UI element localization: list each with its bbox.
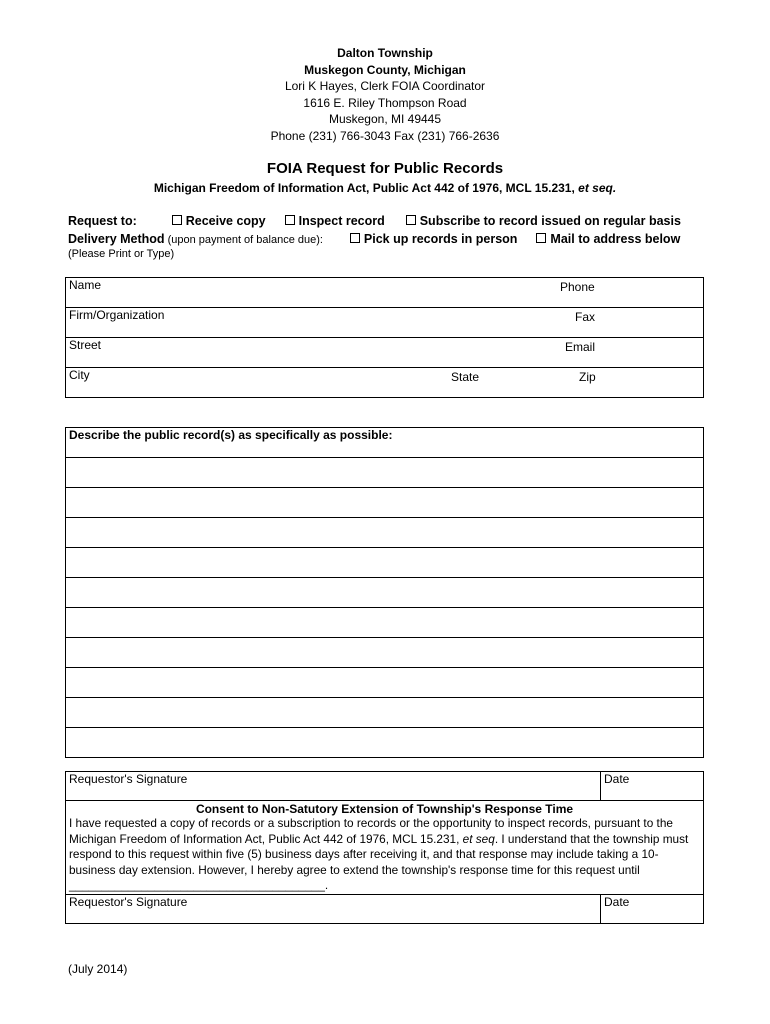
print-note: (Please Print or Type): [68, 248, 175, 260]
contact-table: [65, 277, 704, 398]
describe-line[interactable]: [66, 578, 704, 608]
subscribe-label: Subscribe to record issued on regular basis: [419, 214, 681, 228]
township-name: Dalton Township: [337, 46, 433, 60]
pickup-label: Pick up records in person: [363, 232, 518, 246]
phone-fax: Phone (231) 766-3043 Fax (231) 766-2636: [270, 128, 500, 143]
consent-body: [69, 816, 700, 894]
inspect-record-option[interactable]: [285, 214, 385, 228]
pickup-option[interactable]: [350, 232, 518, 246]
street-field[interactable]: [66, 338, 704, 368]
zip-label: Zip: [579, 370, 596, 384]
describe-label: Describe the public record(s) as specifically as possible:: [69, 428, 393, 442]
consent-text-1: I have requested a copy of records or a subscription to records or the opportunity to inspect records, pursuant to the Michigan Freedom of Information Act, Public Act 442 of 1976, MCL 15.231,: [69, 816, 673, 846]
describe-line[interactable]: [66, 668, 704, 698]
signature-field[interactable]: [66, 772, 601, 801]
street-address: 1616 E. Riley Thompson Road: [303, 95, 467, 110]
mail-label: Mail to address below: [550, 232, 681, 246]
receive-copy-option[interactable]: [172, 214, 266, 228]
firm-field[interactable]: [66, 308, 704, 338]
clerk-line: Lori K Hayes, Clerk FOIA Coordinator: [284, 79, 486, 93]
state-label: State: [451, 370, 480, 384]
describe-line[interactable]: [66, 638, 704, 668]
date-field[interactable]: [601, 772, 704, 801]
checkbox-icon[interactable]: [285, 215, 295, 225]
checkbox-icon[interactable]: [536, 233, 546, 243]
subscribe-option[interactable]: [406, 214, 681, 228]
describe-line[interactable]: [66, 518, 704, 548]
request-row: [68, 214, 681, 228]
consent-text-2: . I understand that the township must respond to this request within five (5) business days after receiving it, and that response may include taking a 10-business day extension. However, I hereby agree to extend the township's response time for this request until: [69, 831, 689, 877]
name-field[interactable]: [66, 278, 704, 308]
request-label: Request to:: [68, 214, 137, 228]
city-field[interactable]: [66, 368, 704, 398]
receive-copy-label: Receive copy: [185, 214, 266, 228]
subtitle-italic: et seq.: [578, 181, 617, 195]
describe-header: [66, 428, 704, 458]
city-address: Muskegon, MI 49445: [328, 112, 442, 126]
revision-date: (July 2014): [68, 962, 128, 976]
checkbox-icon[interactable]: [172, 215, 182, 225]
email-label: Email: [565, 340, 596, 354]
date-field-2[interactable]: [601, 894, 704, 923]
checkbox-icon[interactable]: [350, 233, 360, 243]
describe-line[interactable]: [66, 458, 704, 488]
firm-label: Firm/Organization: [69, 308, 165, 322]
signature-label: Requestor's Signature: [69, 772, 188, 786]
checkbox-icon[interactable]: [406, 215, 416, 225]
describe-line[interactable]: [66, 488, 704, 518]
inspect-record-label: Inspect record: [298, 214, 385, 228]
signature-table: [65, 771, 704, 924]
describe-line[interactable]: [66, 698, 704, 728]
signature-field-2[interactable]: [66, 894, 601, 923]
describe-table: [65, 427, 704, 758]
consent-italic: et seq: [462, 831, 495, 846]
letterhead: [0, 45, 770, 144]
subtitle-text: Michigan Freedom of Information Act, Public Act 442 of 1976, MCL 15.231,: [153, 181, 575, 195]
describe-line[interactable]: [66, 608, 704, 638]
county-name: Muskegon County, Michigan: [304, 62, 466, 77]
consent-section: [66, 801, 704, 895]
fax-label: Fax: [575, 310, 596, 324]
form-subtitle: [0, 181, 770, 195]
describe-line[interactable]: [66, 728, 704, 758]
street-label: Street: [69, 338, 102, 352]
phone-label: Phone: [560, 280, 595, 294]
signature-label-2: Requestor's Signature: [69, 894, 188, 909]
delivery-label: Delivery Method: [68, 232, 165, 246]
describe-line[interactable]: [66, 548, 704, 578]
date-label: Date: [604, 772, 630, 786]
form-title: FOIA Request for Public Records: [266, 160, 504, 177]
consent-blank[interactable]: _______________________________________.: [69, 878, 329, 892]
name-label: Name: [69, 278, 102, 292]
date-label-2: Date: [604, 894, 630, 909]
delivery-row: [68, 232, 680, 246]
mail-option[interactable]: [536, 232, 680, 246]
delivery-note: (upon payment of balance due):: [164, 234, 323, 246]
consent-title: Consent to Non-Satutory Extension of Township's Response Time: [195, 802, 574, 816]
city-label: City: [69, 368, 90, 382]
